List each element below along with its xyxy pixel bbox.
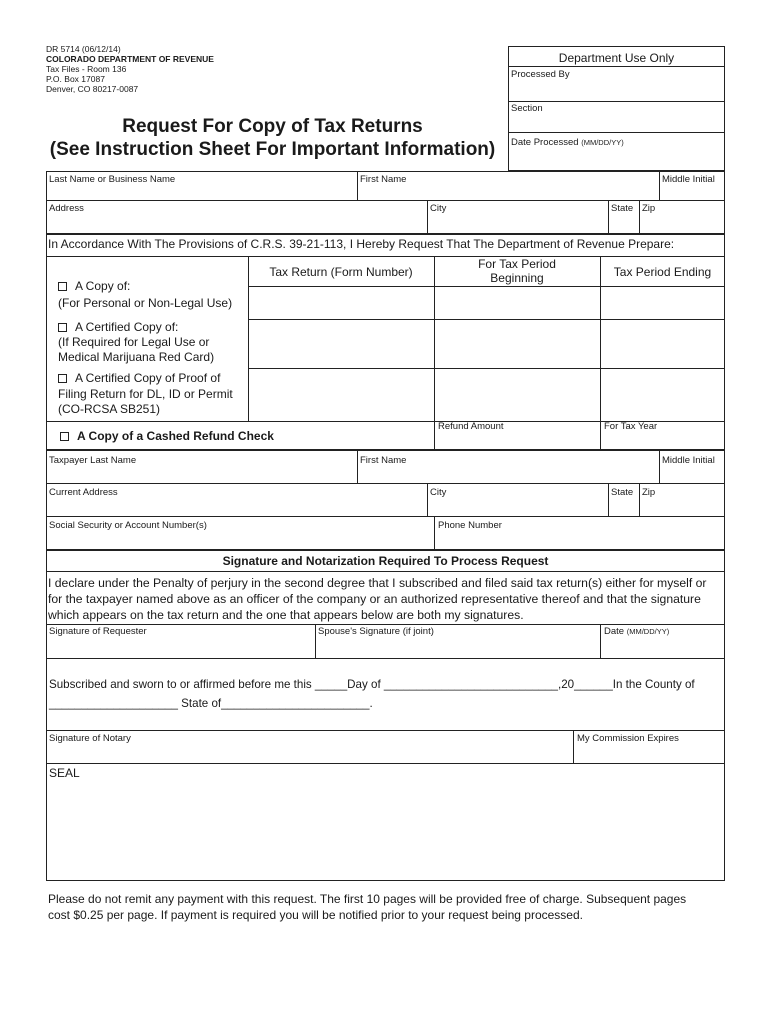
option-copy <box>58 278 232 312</box>
for-tax-year-field[interactable] <box>601 433 724 449</box>
signature-date-field[interactable] <box>601 638 724 657</box>
copy-period-ending-field[interactable] <box>601 287 724 318</box>
certified-period-ending-field[interactable] <box>601 320 724 367</box>
option-certified-copy-note2: Medical Marijuana Red Card) <box>58 350 215 364</box>
department-name: COLORADO DEPARTMENT OF REVENUE <box>46 54 214 64</box>
last-name-field[interactable] <box>47 185 356 199</box>
middle-initial-field[interactable] <box>660 185 724 199</box>
state-label: State <box>611 203 634 214</box>
option-refund-check-label: A Copy of a Cashed Refund Check <box>77 429 274 443</box>
request-statement: In Accordance With The Provisions of C.R.S. 39-21-113, I Hereby Request That The Department of Revenue Prepare: <box>48 237 675 251</box>
col-period-beginning-line1: For Tax Period <box>478 257 556 271</box>
seal-label: SEAL <box>49 766 80 780</box>
signature-date-label <box>604 626 669 637</box>
signature-date-format: (MM/DD/YY) <box>626 627 670 636</box>
current-address-label: Current Address <box>49 487 118 498</box>
certified-period-beginning-field[interactable] <box>435 320 599 367</box>
proof-form-number-field[interactable] <box>249 369 433 420</box>
date-processed-label <box>511 137 624 148</box>
taxpayer-state-field[interactable] <box>609 499 638 515</box>
col-period-ending: Tax Period Ending <box>613 265 712 279</box>
refund-amount-field[interactable] <box>435 433 599 449</box>
option-refund-check <box>60 429 274 443</box>
current-address-field[interactable] <box>47 499 426 515</box>
copy-checkbox[interactable] <box>58 282 67 291</box>
footer-line1: Please do not remit any payment with this request. The first 10 pages will be provided free of charge. Subsequent pages <box>48 892 687 906</box>
taxpayer-state-label: State <box>611 487 634 498</box>
taxpayer-last-name-label: Taxpayer Last Name <box>49 455 137 466</box>
taxpayer-middle-initial-label: Middle Initial <box>662 455 715 466</box>
divider <box>508 66 725 67</box>
divider <box>46 200 725 201</box>
taxpayer-city-label: City <box>430 487 447 498</box>
col-period-beginning-line2: Beginning <box>490 271 544 285</box>
last-name-label: Last Name or Business Name <box>49 174 176 185</box>
date-format-hint: (MM/DD/YY) <box>581 138 624 147</box>
divider <box>46 571 725 572</box>
zip-label: Zip <box>642 203 656 214</box>
phone-label: Phone Number <box>438 520 502 531</box>
footer-line2: cost $0.25 per page. If payment is required you will be notified prior to your request being processed. <box>48 908 583 922</box>
taxpayer-city-field[interactable] <box>428 499 607 515</box>
phone-field[interactable] <box>435 532 724 549</box>
option-copy-note: (For Personal or Non-Legal Use) <box>58 296 233 310</box>
copy-form-number-field[interactable] <box>249 287 433 318</box>
declaration-line2: for the taxpayer named above as an officer of the company or an authorized representative thereof and that the signature <box>48 592 701 606</box>
divider <box>46 730 725 731</box>
proof-of-filing-checkbox[interactable] <box>58 374 67 383</box>
first-name-field[interactable] <box>358 185 658 199</box>
option-proof-of-filing <box>58 371 233 418</box>
processed-by-label: Processed By <box>511 69 570 80</box>
certified-copy-checkbox[interactable] <box>58 323 67 332</box>
middle-initial-label: Middle Initial <box>662 174 715 185</box>
taxpayer-middle-initial-field[interactable] <box>660 466 724 482</box>
mailing-address-line1: Tax Files - Room 136 <box>46 64 127 74</box>
taxpayer-first-name-label: First Name <box>360 455 407 466</box>
declaration-text <box>48 575 706 623</box>
declaration-line3: which appears on the tax return and the one that appears below are both my signatures. <box>48 608 524 622</box>
section-label: Section <box>511 103 543 114</box>
taxpayer-zip-field[interactable] <box>640 499 724 515</box>
form-number: DR 5714 (06/12/14) <box>46 44 121 54</box>
taxpayer-zip-label: Zip <box>642 487 656 498</box>
signature-heading: Signature and Notarization Required To Process Request <box>222 554 549 568</box>
option-certified-copy-note1: (If Required for Legal Use or <box>58 335 210 349</box>
department-use-heading: Department Use Only <box>558 51 675 65</box>
page-title: Request For Copy of Tax Returns <box>122 116 423 137</box>
certified-form-number-field[interactable] <box>249 320 433 367</box>
address-field[interactable] <box>47 214 426 233</box>
divider <box>508 132 725 133</box>
option-proof-of-filing-note1: Filing Return for DL, ID or Permit <box>58 386 233 401</box>
proof-period-ending-field[interactable] <box>601 369 724 420</box>
option-proof-of-filing-note2: (CO-RCSA SB251) <box>58 402 161 416</box>
option-copy-label: A Copy of: <box>75 279 131 293</box>
sworn-statement <box>49 675 695 713</box>
city-field[interactable] <box>428 214 607 233</box>
divider <box>46 516 725 517</box>
proof-period-beginning-field[interactable] <box>435 369 599 420</box>
spouse-signature-label: Spouse's Signature (if joint) <box>318 626 434 637</box>
state-field[interactable] <box>609 214 638 233</box>
mailing-address-line3: Denver, CO 80217-0087 <box>46 84 139 94</box>
option-proof-of-filing-label: A Certified Copy of Proof of <box>75 371 221 385</box>
zip-field[interactable] <box>640 214 724 233</box>
divider <box>508 101 725 102</box>
copy-period-beginning-field[interactable] <box>435 287 599 318</box>
notary-signature-field[interactable] <box>47 745 572 762</box>
refund-amount-label: Refund Amount <box>438 421 504 432</box>
divider <box>46 658 725 659</box>
declaration-line1: I declare under the Penalty of perjury in the second degree that I subscribed and filed said tax return(s) either for myself or <box>48 576 707 590</box>
notary-signature-label: Signature of Notary <box>49 733 131 744</box>
for-tax-year-label: For Tax Year <box>604 421 658 432</box>
city-label: City <box>430 203 447 214</box>
date-processed-text: Date Processed <box>511 137 579 148</box>
sworn-line2: ____________________ State of_______________________. <box>49 697 373 710</box>
first-name-label: First Name <box>360 174 407 185</box>
commission-expires-label: My Commission Expires <box>577 733 679 744</box>
divider <box>46 763 725 764</box>
col-tax-return: Tax Return (Form Number) <box>269 265 413 279</box>
ssn-field[interactable] <box>47 532 433 549</box>
col-period-beginning <box>434 257 600 285</box>
requester-signature-label: Signature of Requester <box>49 626 147 637</box>
taxpayer-first-name-field[interactable] <box>358 466 658 482</box>
refund-check-checkbox[interactable] <box>60 432 69 441</box>
form-header-info <box>46 44 214 94</box>
seal-area <box>47 782 724 880</box>
divider <box>46 256 725 257</box>
taxpayer-last-name-field[interactable] <box>47 466 356 482</box>
divider <box>46 483 725 484</box>
address-label: Address <box>49 203 84 214</box>
mailing-address-line2: P.O. Box 17087 <box>46 74 105 84</box>
option-certified-copy-label: A Certified Copy of: <box>75 320 179 334</box>
sworn-line1: Subscribed and sworn to or affirmed before me this _____Day of ___________________________,20______In the County of <box>49 678 695 691</box>
spouse-signature-field[interactable] <box>316 638 599 657</box>
signature-date-text: Date <box>604 626 625 637</box>
option-certified-copy <box>58 320 214 365</box>
footer-note <box>48 891 686 923</box>
page-subtitle: (See Instruction Sheet For Important Information) <box>49 139 496 160</box>
requester-signature-field[interactable] <box>47 638 314 657</box>
divider <box>46 624 725 625</box>
commission-expires-field[interactable] <box>574 745 724 762</box>
ssn-label: Social Security or Account Number(s) <box>49 520 207 531</box>
